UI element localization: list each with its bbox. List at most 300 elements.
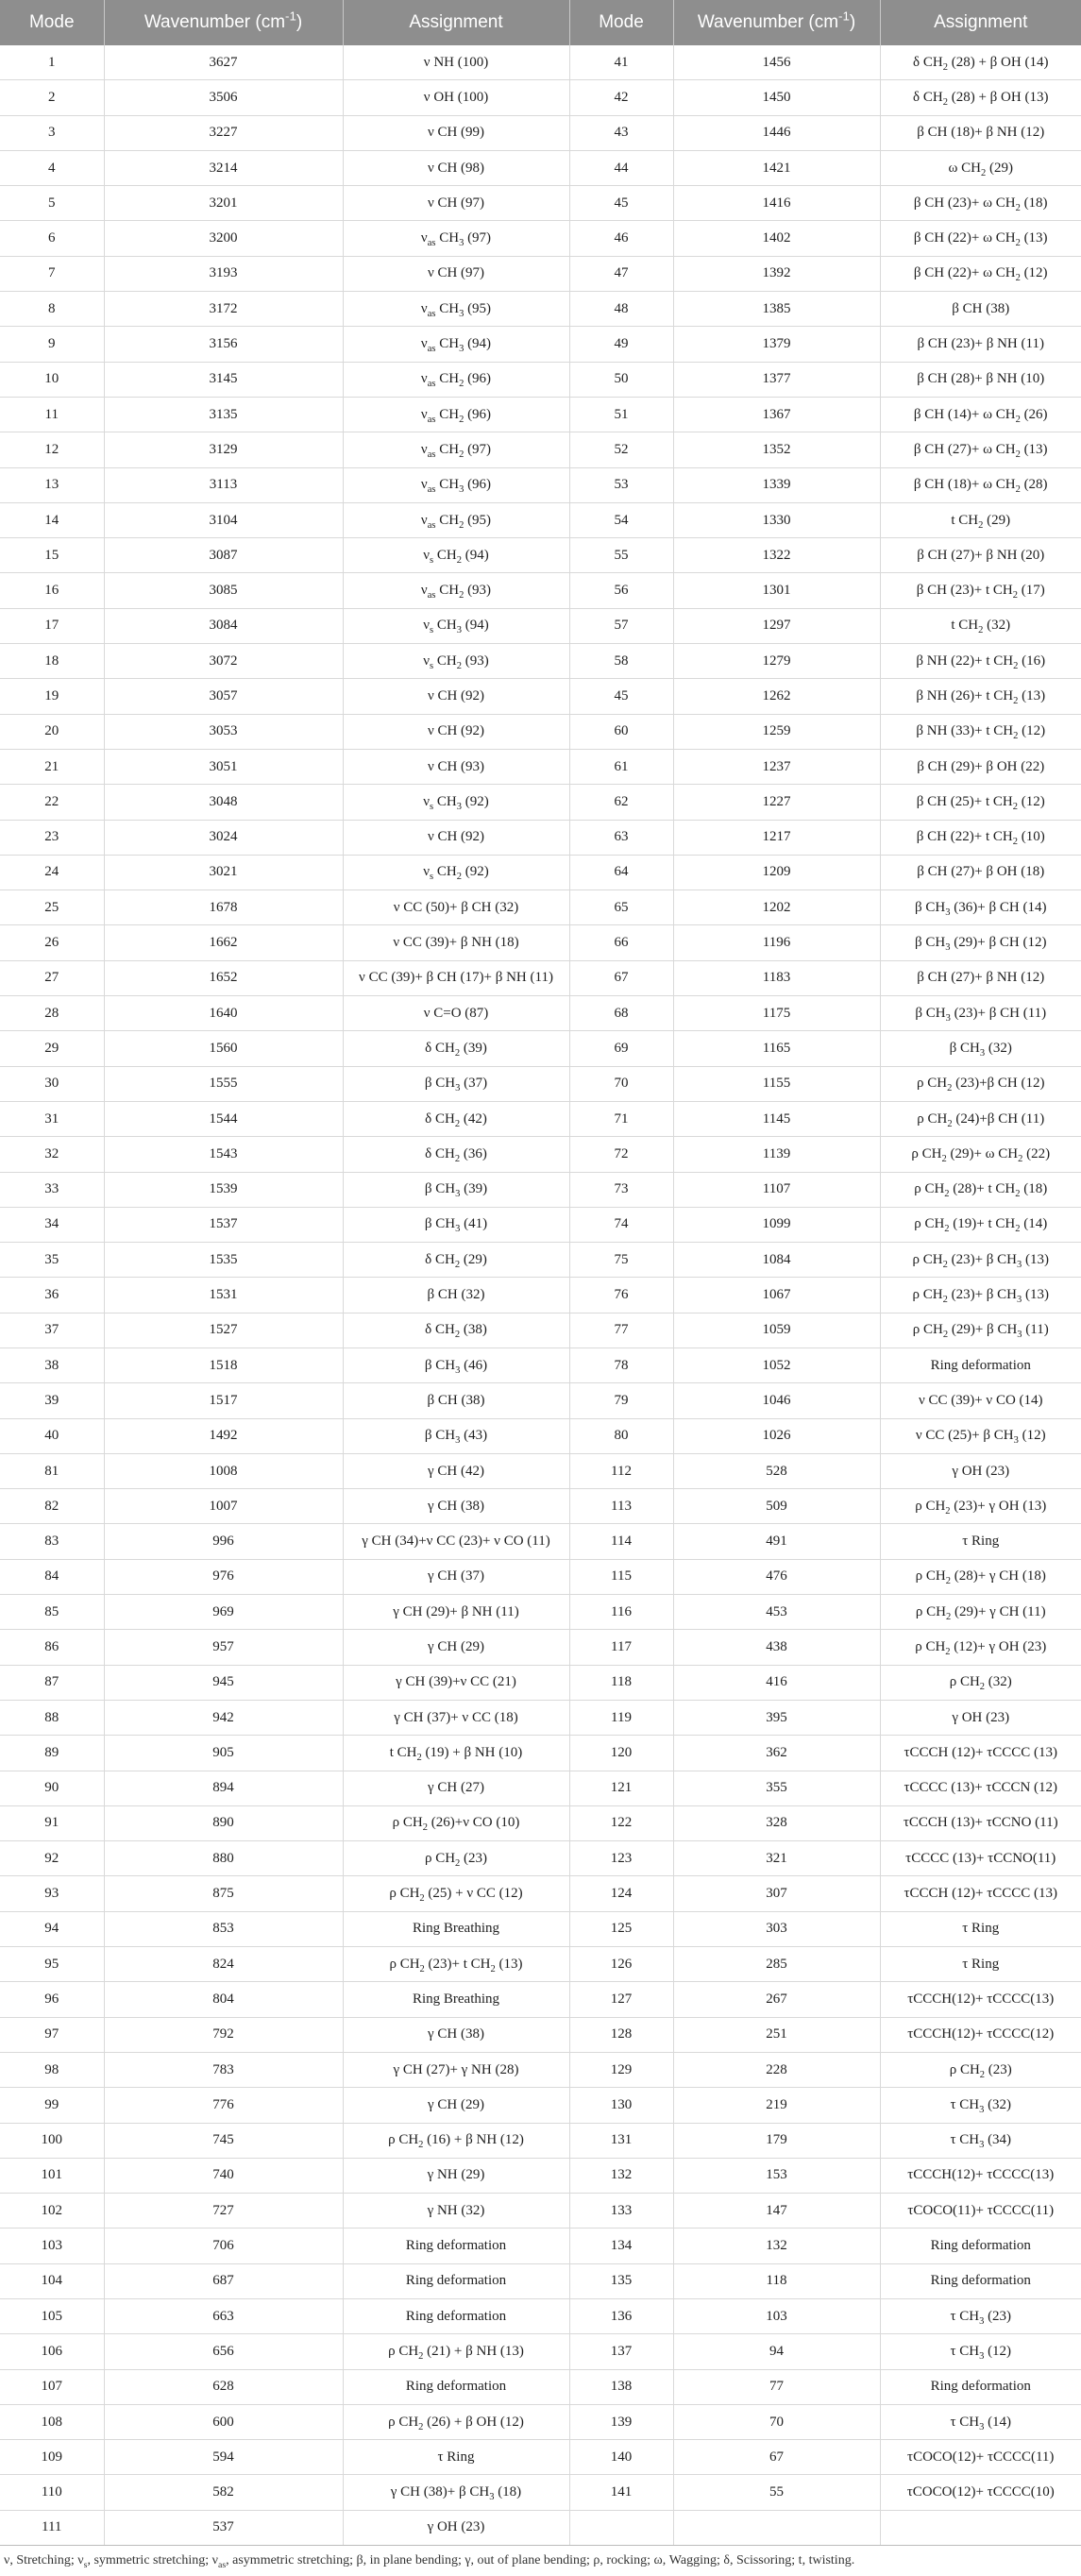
cell-assignment-left: ν CH (97)	[343, 186, 569, 221]
cell-mode-left: 101	[0, 2158, 104, 2193]
table-row	[0, 1101, 1081, 1136]
cell-wavenumber-right: 1145	[673, 1101, 880, 1136]
cell-assignment-right: β NH (26)+ t $CH_2$ (13)	[880, 679, 1081, 714]
cell-wavenumber-right: 94	[673, 2334, 880, 2369]
cell-mode-left: 29	[0, 1031, 104, 1066]
cell-assignment-left: ρ $CH_2$ (26)+ν CO (10)	[343, 1805, 569, 1840]
table-row	[0, 2440, 1081, 2475]
table-row	[0, 432, 1081, 467]
cell-mode-right: 74	[569, 1207, 673, 1242]
table-row	[0, 45, 1081, 80]
cell-wavenumber-left: 976	[104, 1559, 343, 1594]
cell-assignment-left: ν CC (39)+ β NH (18)	[343, 925, 569, 960]
cell-mode-right: 138	[569, 2369, 673, 2404]
cell-mode-right: 80	[569, 1418, 673, 1453]
cell-assignment-right: τ $CH_3$ (23)	[880, 2299, 1081, 2334]
cell-assignment-left: Ring deformation	[343, 2299, 569, 2334]
table-row	[0, 1313, 1081, 1347]
cell-wavenumber-right: 103	[673, 2299, 880, 2334]
cell-assignment-right: ρ $CH_2$ (28)+ γ CH (18)	[880, 1559, 1081, 1594]
cell-mode-left: 93	[0, 1876, 104, 1911]
table-row	[0, 2510, 1081, 2545]
cell-mode-right: 56	[569, 573, 673, 608]
cell-wavenumber-left: 1652	[104, 960, 343, 995]
cell-wavenumber-left: 1539	[104, 1172, 343, 1207]
table-row	[0, 1982, 1081, 2017]
cell-wavenumber-right: 528	[673, 1453, 880, 1488]
cell-wavenumber-right: 307	[673, 1876, 880, 1911]
table-row	[0, 115, 1081, 150]
cell-wavenumber-right: 1339	[673, 467, 880, 502]
cell-mode-left: 17	[0, 608, 104, 643]
cell-wavenumber-right: 1352	[673, 432, 880, 467]
cell-mode-right: 79	[569, 1383, 673, 1418]
cell-assignment-right: ρ $CH_2$ (23)+ β $CH_3$ (13)	[880, 1278, 1081, 1313]
cell-assignment-right: β CH (23)+ ω $CH_2$ (18)	[880, 186, 1081, 221]
cell-assignment-left: Ring Breathing	[343, 1911, 569, 1946]
table-row	[0, 2123, 1081, 2158]
cell-assignment-right: β NH (33)+ t $CH_2$ (12)	[880, 714, 1081, 749]
table-row	[0, 960, 1081, 995]
cell-mode-left: 23	[0, 820, 104, 855]
cell-mode-right: 70	[569, 1066, 673, 1101]
cell-wavenumber-left: 776	[104, 2088, 343, 2123]
cell-assignment-left: Ring deformation	[343, 2263, 569, 2298]
table-row	[0, 1665, 1081, 1700]
cell-assignment-left: γ CH (38)+ β $CH_3$ (18)	[343, 2475, 569, 2510]
cell-wavenumber-right: 1322	[673, 538, 880, 573]
cell-wavenumber-right: 251	[673, 2017, 880, 2052]
cell-wavenumber-right: 303	[673, 1911, 880, 1946]
cell-mode-left: 16	[0, 573, 104, 608]
cell-mode-left: 107	[0, 2369, 104, 2404]
table-row	[0, 2475, 1081, 2510]
cell-mode-right: 68	[569, 996, 673, 1031]
cell-wavenumber-left: 687	[104, 2263, 343, 2298]
cell-assignment-right: τCCCH (13)+ τCCNO (11)	[880, 1805, 1081, 1840]
cell-assignment-left: ν CH (93)	[343, 749, 569, 784]
cell-assignment-right: β NH (22)+ t $CH_2$ (16)	[880, 644, 1081, 679]
cell-assignment-right: ρ $CH_2$ (29)+ γ CH (11)	[880, 1595, 1081, 1630]
cell-wavenumber-right: 153	[673, 2158, 880, 2193]
cell-assignment-right: ν CC (25)+ β $CH_3$ (12)	[880, 1418, 1081, 1453]
cell-assignment-left: γ CH (34)+ν CC (23)+ ν CO (11)	[343, 1524, 569, 1559]
cell-wavenumber-right: 491	[673, 1524, 880, 1559]
cell-assignment-right: β CH (22)+ t $CH_2$ (10)	[880, 820, 1081, 855]
table-row	[0, 749, 1081, 784]
cell-mode-left: 30	[0, 1066, 104, 1101]
cell-wavenumber-right: 362	[673, 1736, 880, 1771]
cell-wavenumber-right: 1456	[673, 45, 880, 80]
cell-assignment-right: τ Ring	[880, 1911, 1081, 1946]
cell-wavenumber-right: 118	[673, 2263, 880, 2298]
cell-mode-left: 12	[0, 432, 104, 467]
cell-wavenumber-left: 875	[104, 1876, 343, 1911]
cell-assignment-left: γ CH (27)	[343, 1771, 569, 1805]
cell-assignment-left: ν CH (99)	[343, 115, 569, 150]
cell-wavenumber-left: 945	[104, 1665, 343, 1700]
cell-wavenumber-right: 355	[673, 1771, 880, 1805]
cell-assignment-left: γ CH (29)	[343, 1630, 569, 1665]
table-row	[0, 2229, 1081, 2263]
cell-assignment-left: ν CH (92)	[343, 714, 569, 749]
cell-wavenumber-right: 1227	[673, 785, 880, 820]
cell-wavenumber-left: 3200	[104, 221, 343, 256]
table-header-row	[0, 0, 1081, 45]
table-row	[0, 1066, 1081, 1101]
table-row	[0, 679, 1081, 714]
cell-mode-left: 88	[0, 1700, 104, 1735]
cell-mode-left: 6	[0, 221, 104, 256]
cell-mode-left: 97	[0, 2017, 104, 2052]
table-row	[0, 1876, 1081, 1911]
cell-mode-right: 60	[569, 714, 673, 749]
cell-assignment-right: τ $CH_3$ (14)	[880, 2404, 1081, 2439]
cell-mode-right: 41	[569, 45, 673, 80]
cell-mode-right: 47	[569, 256, 673, 291]
table-row	[0, 1207, 1081, 1242]
table-row	[0, 397, 1081, 432]
cell-assignment-right: β CH (22)+ ω $CH_2$ (13)	[880, 221, 1081, 256]
cell-assignment-left: ν NH (100)	[343, 45, 569, 80]
cell-assignment-left: ν CC (50)+ β CH (32)	[343, 890, 569, 925]
cell-assignment-right: β $CH_3$ (23)+ β CH (11)	[880, 996, 1081, 1031]
cell-assignment-left: γ NH (29)	[343, 2158, 569, 2193]
cell-wavenumber-left: 1555	[104, 1066, 343, 1101]
table-row	[0, 1595, 1081, 1630]
cell-wavenumber-right: 132	[673, 2229, 880, 2263]
cell-mode-left: 102	[0, 2194, 104, 2229]
cell-assignment-right: β CH (27)+ ω $CH_2$ (13)	[880, 432, 1081, 467]
cell-mode-left: 96	[0, 1982, 104, 2017]
cell-mode-right: 44	[569, 150, 673, 185]
cell-mode-left: 38	[0, 1347, 104, 1382]
cell-wavenumber-left: 957	[104, 1630, 343, 1665]
cell-mode-left: 33	[0, 1172, 104, 1207]
cell-assignment-right: τCOCO(11)+ τCCCC(11)	[880, 2194, 1081, 2229]
cell-wavenumber-left: 628	[104, 2369, 343, 2404]
cell-wavenumber-right: 1107	[673, 1172, 880, 1207]
cell-wavenumber-left: 3135	[104, 397, 343, 432]
table-row	[0, 1347, 1081, 1382]
cell-assignment-left: ρ $CH_2$ (23)+ t $CH_2$ (13)	[343, 1947, 569, 1982]
table-row	[0, 292, 1081, 327]
cell-wavenumber-left: 600	[104, 2404, 343, 2439]
table-row	[0, 1418, 1081, 1453]
cell-mode-right: 45	[569, 679, 673, 714]
cell-mode-right: 135	[569, 2263, 673, 2298]
cell-assignment-left: ν OH (100)	[343, 80, 569, 115]
cell-wavenumber-left: 905	[104, 1736, 343, 1771]
cell-assignment-left: β $CH_3$ (37)	[343, 1066, 569, 1101]
cell-wavenumber-right: 328	[673, 1805, 880, 1840]
cell-mode-left: 81	[0, 1453, 104, 1488]
cell-wavenumber-left: 880	[104, 1841, 343, 1876]
cell-wavenumber-right: 1165	[673, 1031, 880, 1066]
cell-wavenumber-right: 67	[673, 2440, 880, 2475]
table-row	[0, 502, 1081, 537]
cell-mode-left: 2	[0, 80, 104, 115]
cell-assignment-right: τCOCO(12)+ τCCCC(11)	[880, 2440, 1081, 2475]
cell-assignment-right: ρ $CH_2$ (24)+β CH (11)	[880, 1101, 1081, 1136]
cell-mode-left: 100	[0, 2123, 104, 2158]
cell-wavenumber-right: 1026	[673, 1418, 880, 1453]
cell-wavenumber-right: 1446	[673, 115, 880, 150]
cell-wavenumber-left: 1678	[104, 890, 343, 925]
cell-wavenumber-right: 1209	[673, 855, 880, 890]
cell-mode-left: 37	[0, 1313, 104, 1347]
cell-mode-right: 126	[569, 1947, 673, 1982]
cell-wavenumber-left: 1517	[104, 1383, 343, 1418]
table-row	[0, 2017, 1081, 2052]
cell-wavenumber-left: 706	[104, 2229, 343, 2263]
cell-mode-left: 27	[0, 960, 104, 995]
table-row	[0, 467, 1081, 502]
cell-mode-right: 58	[569, 644, 673, 679]
cell-assignment-left: ρ $CH_2$ (26) + β OH (12)	[343, 2404, 569, 2439]
cell-wavenumber-left: 783	[104, 2052, 343, 2087]
cell-assignment-left: β $CH_3$ (39)	[343, 1172, 569, 1207]
cell-mode-left: 109	[0, 2440, 104, 2475]
cell-wavenumber-right: 77	[673, 2369, 880, 2404]
cell-wavenumber-left: 1662	[104, 925, 343, 960]
cell-assignment-left: γ CH (42)	[343, 1453, 569, 1488]
cell-assignment-left: ρ $CH_2$ (25) + ν CC (12)	[343, 1876, 569, 1911]
cell-mode-left: 83	[0, 1524, 104, 1559]
cell-wavenumber-right	[673, 2510, 880, 2545]
table-row	[0, 1911, 1081, 1946]
cell-mode-right: 76	[569, 1278, 673, 1313]
table-row	[0, 1700, 1081, 1735]
cell-assignment-left: $\nu_s$ $CH_2$ (93)	[343, 644, 569, 679]
cell-wavenumber-right: 321	[673, 1841, 880, 1876]
cell-assignment-left: ν CH (98)	[343, 150, 569, 185]
cell-assignment-right: β $CH_3$ (32)	[880, 1031, 1081, 1066]
cell-mode-right: 137	[569, 2334, 673, 2369]
cell-assignment-left: β CH (32)	[343, 1278, 569, 1313]
cell-mode-right: 77	[569, 1313, 673, 1347]
cell-assignment-left: $\nu_{as}$ $CH_2$ (96)	[343, 397, 569, 432]
table-row	[0, 1771, 1081, 1805]
cell-wavenumber-right: 1367	[673, 397, 880, 432]
cell-mode-left: 28	[0, 996, 104, 1031]
cell-wavenumber-left: 3227	[104, 115, 343, 150]
cell-mode-right: 48	[569, 292, 673, 327]
cell-mode-right: 52	[569, 432, 673, 467]
cell-wavenumber-left: 804	[104, 1982, 343, 2017]
cell-wavenumber-right: 1385	[673, 292, 880, 327]
cell-mode-right: 140	[569, 2440, 673, 2475]
cell-mode-right: 54	[569, 502, 673, 537]
table-row	[0, 996, 1081, 1031]
cell-wavenumber-right: 1421	[673, 150, 880, 185]
table-row	[0, 714, 1081, 749]
table-row	[0, 2369, 1081, 2404]
cell-mode-right: 72	[569, 1137, 673, 1172]
cell-mode-left: 13	[0, 467, 104, 502]
cell-mode-right: 121	[569, 1771, 673, 1805]
cell-assignment-left: $\nu_s$ $CH_3$ (94)	[343, 608, 569, 643]
cell-assignment-left: β CH (38)	[343, 1383, 569, 1418]
cell-wavenumber-right: 1084	[673, 1243, 880, 1278]
table-row	[0, 1947, 1081, 1982]
cell-assignment-left: δ $CH_2$ (36)	[343, 1137, 569, 1172]
cell-mode-left: 9	[0, 327, 104, 362]
header-assignment-right: Assignment	[880, 0, 1081, 45]
cell-wavenumber-right: 1259	[673, 714, 880, 749]
cell-wavenumber-left: 582	[104, 2475, 343, 2510]
cell-mode-left: 3	[0, 115, 104, 150]
cell-mode-right: 115	[569, 1559, 673, 1594]
cell-mode-right	[569, 2510, 673, 2545]
cell-mode-right: 132	[569, 2158, 673, 2193]
cell-mode-left: 15	[0, 538, 104, 573]
table-row	[0, 1278, 1081, 1313]
cell-wavenumber-left: 853	[104, 1911, 343, 1946]
table-row	[0, 1137, 1081, 1172]
cell-assignment-right: γ OH (23)	[880, 1453, 1081, 1488]
cell-mode-left: 11	[0, 397, 104, 432]
cell-assignment-left: $\nu_s$ $CH_3$ (92)	[343, 785, 569, 820]
cell-assignment-right: τCCCC (13)+ τCCCN (12)	[880, 1771, 1081, 1805]
cell-assignment-left: ν CH (92)	[343, 679, 569, 714]
cell-mode-right: 49	[569, 327, 673, 362]
cell-mode-left: 20	[0, 714, 104, 749]
cell-wavenumber-right: 1217	[673, 820, 880, 855]
cell-wavenumber-left: 3193	[104, 256, 343, 291]
cell-mode-right: 43	[569, 115, 673, 150]
cell-assignment-left: Ring deformation	[343, 2229, 569, 2263]
cell-assignment-right: τCCCH(12)+ τCCCC(12)	[880, 2017, 1081, 2052]
cell-assignment-right: β CH (23)+ t $CH_2$ (17)	[880, 573, 1081, 608]
cell-wavenumber-right: 219	[673, 2088, 880, 2123]
table-row	[0, 785, 1081, 820]
cell-assignment-right: β CH (27)+ β NH (20)	[880, 538, 1081, 573]
cell-mode-right: 45	[569, 186, 673, 221]
cell-assignment-left: β $CH_3$ (43)	[343, 1418, 569, 1453]
cell-mode-left: 110	[0, 2475, 104, 2510]
table-row	[0, 1524, 1081, 1559]
table-row	[0, 2194, 1081, 2229]
cell-assignment-left: ρ $CH_2$ (21) + β NH (13)	[343, 2334, 569, 2369]
cell-assignment-left: τ Ring	[343, 2440, 569, 2475]
cell-mode-left: 90	[0, 1771, 104, 1805]
cell-assignment-right: Ring deformation	[880, 1347, 1081, 1382]
cell-wavenumber-left: 1008	[104, 1453, 343, 1488]
cell-assignment-left: γ CH (38)	[343, 2017, 569, 2052]
cell-assignment-left: γ CH (29)+ β NH (11)	[343, 1595, 569, 1630]
cell-wavenumber-right: 1052	[673, 1347, 880, 1382]
cell-wavenumber-left: 1492	[104, 1418, 343, 1453]
cell-mode-right: 55	[569, 538, 673, 573]
table-row	[0, 2263, 1081, 2298]
cell-mode-right: 118	[569, 1665, 673, 1700]
cell-mode-left: 87	[0, 1665, 104, 1700]
cell-mode-right: 136	[569, 2299, 673, 2334]
cell-mode-left: 25	[0, 890, 104, 925]
table-row	[0, 644, 1081, 679]
table-row	[0, 186, 1081, 221]
cell-wavenumber-left: 3084	[104, 608, 343, 643]
cell-mode-right: 50	[569, 362, 673, 397]
cell-assignment-right: τ Ring	[880, 1524, 1081, 1559]
cell-wavenumber-left: 3072	[104, 644, 343, 679]
cell-mode-right: 75	[569, 1243, 673, 1278]
cell-assignment-right: γ OH (23)	[880, 1700, 1081, 1735]
cell-mode-right: 130	[569, 2088, 673, 2123]
cell-assignment-right: t $CH_2$ (32)	[880, 608, 1081, 643]
cell-mode-left: 86	[0, 1630, 104, 1665]
table-footnote: ν, Stretching; $\nu_s$, symmetric stretching; $\nu_{as}$, asymmetric stretching; β, in plane bending; γ, out of plane bending; ρ, rocking; ω, Wagging; δ, Scissoring; t, twisting.	[4, 2553, 855, 2570]
table-row	[0, 1489, 1081, 1524]
cell-mode-right: 42	[569, 80, 673, 115]
cell-wavenumber-right: 1262	[673, 679, 880, 714]
cell-mode-right: 141	[569, 2475, 673, 2510]
cell-assignment-left: Ring deformation	[343, 2369, 569, 2404]
cell-assignment-right: β CH (29)+ β OH (22)	[880, 749, 1081, 784]
cell-mode-right: 73	[569, 1172, 673, 1207]
cell-wavenumber-right: 285	[673, 1947, 880, 1982]
cell-mode-left: 34	[0, 1207, 104, 1242]
cell-mode-left: 32	[0, 1137, 104, 1172]
cell-mode-left: 10	[0, 362, 104, 397]
cell-assignment-left: γ CH (37)	[343, 1559, 569, 1594]
cell-assignment-left: ν CH (97)	[343, 256, 569, 291]
cell-assignment-left: γ CH (38)	[343, 1489, 569, 1524]
cell-mode-right: 64	[569, 855, 673, 890]
cell-mode-left: 35	[0, 1243, 104, 1278]
header-mode-left: Mode	[0, 0, 104, 45]
cell-wavenumber-right: 1416	[673, 186, 880, 221]
cell-mode-left: 14	[0, 502, 104, 537]
cell-assignment-right: τCCCC (13)+ τCCNO(11)	[880, 1841, 1081, 1876]
cell-mode-left: 104	[0, 2263, 104, 2298]
cell-wavenumber-left: 3048	[104, 785, 343, 820]
cell-assignment-right: β CH (18)+ β NH (12)	[880, 115, 1081, 150]
cell-wavenumber-left: 1007	[104, 1489, 343, 1524]
cell-wavenumber-right: 1067	[673, 1278, 880, 1313]
cell-wavenumber-right: 1202	[673, 890, 880, 925]
cell-wavenumber-left: 1518	[104, 1347, 343, 1382]
cell-assignment-left: $\nu_{as}$ $CH_2$ (97)	[343, 432, 569, 467]
cell-assignment-right: τ Ring	[880, 1947, 1081, 1982]
cell-mode-right: 71	[569, 1101, 673, 1136]
table-row	[0, 1031, 1081, 1066]
cell-assignment-left: $\nu_{as}$ $CH_3$ (94)	[343, 327, 569, 362]
cell-mode-right: 112	[569, 1453, 673, 1488]
cell-wavenumber-right: 1139	[673, 1137, 880, 1172]
cell-wavenumber-left: 1640	[104, 996, 343, 1031]
table-row	[0, 256, 1081, 291]
cell-assignment-left: γ CH (39)+ν CC (21)	[343, 1665, 569, 1700]
cell-wavenumber-right: 179	[673, 2123, 880, 2158]
cell-wavenumber-left: 1527	[104, 1313, 343, 1347]
cell-assignment-right: β CH (27)+ β OH (18)	[880, 855, 1081, 890]
cell-assignment-left: ν CC (39)+ β CH (17)+ β NH (11)	[343, 960, 569, 995]
table-row	[0, 1736, 1081, 1771]
cell-assignment-right: Ring deformation	[880, 2369, 1081, 2404]
table-row	[0, 2404, 1081, 2439]
cell-mode-left: 36	[0, 1278, 104, 1313]
cell-mode-right: 53	[569, 467, 673, 502]
table-row	[0, 1383, 1081, 1418]
cell-assignment-left: $\nu_{as}$ $CH_3$ (96)	[343, 467, 569, 502]
cell-mode-left: 111	[0, 2510, 104, 2545]
cell-mode-right: 131	[569, 2123, 673, 2158]
cell-mode-right: 69	[569, 1031, 673, 1066]
cell-wavenumber-left: 1544	[104, 1101, 343, 1136]
header-mode-right: Mode	[569, 0, 673, 45]
